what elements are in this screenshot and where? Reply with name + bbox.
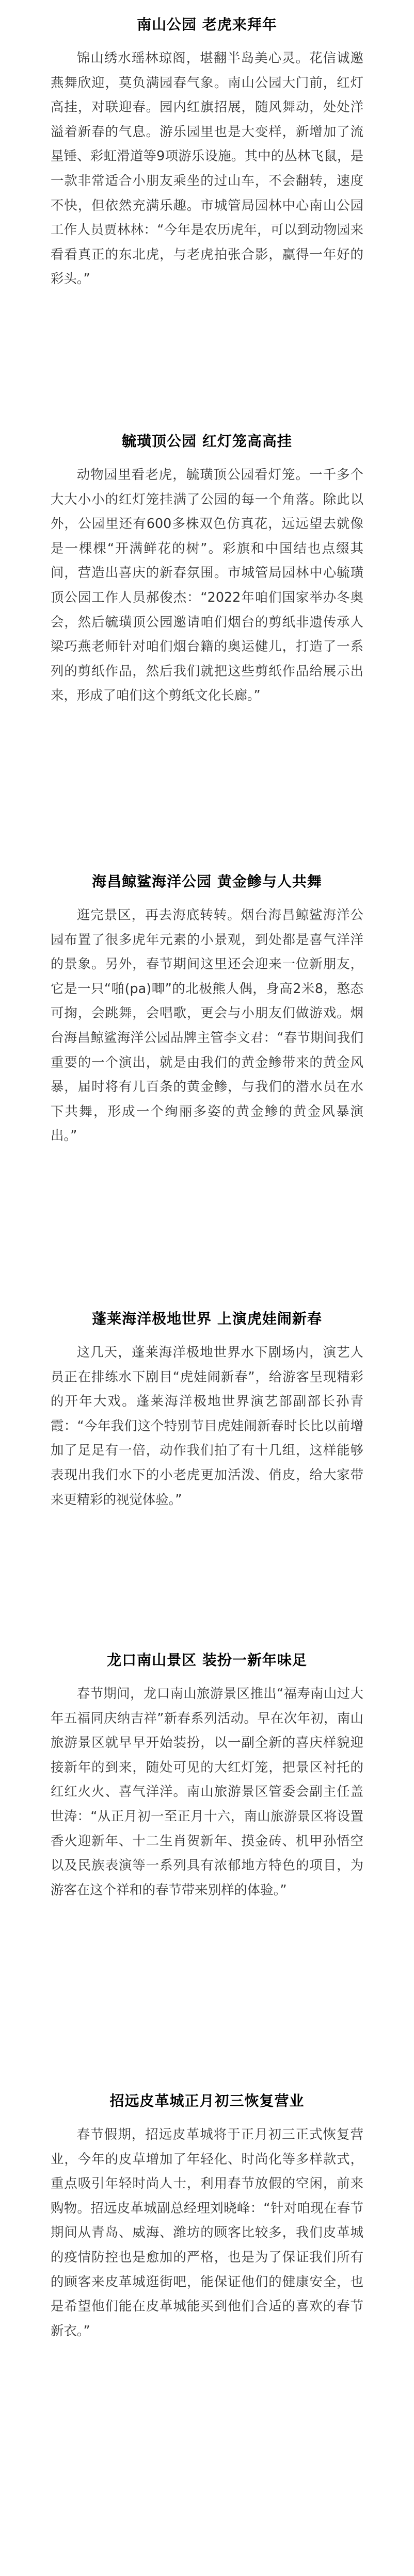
section-title: 毓璜顶公园 红灯笼高高挂 bbox=[122, 433, 292, 450]
section-title: 海昌鲸鲨海洋公园 黄金鲹与人共舞 bbox=[92, 873, 322, 890]
section-body: 春节期间，龙口南山旅游景区推出“福寿南山过大年五福同庆纳吉祥”新春系列活动。早在次年初，南山旅游景区就早早开始装扮，以一副全新的喜庆样貌迎接新年的到来，随处可见的大红灯笼，把景区衬托的红红火火、喜气洋洋。南山旅游景区管委会副主任盖世涛：“从正月初一至正月十六，南山旅游景区将设置香火迎新年、十二生肖贺新年、摸金砖、机甲孙悟空以及民族表演等一系列具有浓郁地方特色的项目，为游客在这个祥和的春节带来别样的体验。” bbox=[51, 1686, 363, 1897]
section-title: 龙口南山景区 装扮一新年味足 bbox=[107, 1652, 307, 1669]
section-body: 动物园里看老虎，毓璜顶公园看灯笼。一千多个大大小小的红灯笼挂满了公园的每一个角落。除此以外，公园里还有600多株双色仿真花，远远望去就像是一棵棵“开满鲜花的树”。彩旗和中国结也点缀其间，营造出喜庆的新春氛围。市城管局园林中心毓璜顶公园工作人员郝俊杰：“2022年咱们国家举办冬奥会，然后毓璜顶公园邀请咱们烟台的剪纸非遗传承人梁巧燕老师针对咱们烟台籍的奥运健儿，打造了一系列的剪纸作品，然后我们就把这些剪纸作品给展示出来，形成了咱们这个剪纸文化长廊。” bbox=[51, 467, 363, 703]
section-body: 逛完景区，再去海底转转。烟台海昌鲸鲨海洋公园布置了很多虎年元素的小景观，到处都是喜气洋洋的景象。另外，春节期间这里还会迎来一位新朋友，它是一只“啪(pa)唧”的北极熊人偶，身高2米8，憨态可掬，会跳舞，会唱歌，更会与小朋友们做游戏。烟台海昌鲸鲨海洋公园品牌主管李文君：“春节期间我们重要的一个演出，就是由我们的黄金鲹带来的黄金风暴，届时将有几百条的黄金鲹，与我们的潜水员在水下共舞，形成一个绚丽多姿的黄金鲹的黄金风暴演出。” bbox=[51, 907, 363, 1144]
section-penglai-polar-world bbox=[51, 1309, 363, 1512]
section-title: 南山公园 老虎来拜年 bbox=[137, 16, 277, 33]
section-haichang-ocean-park bbox=[51, 871, 363, 1148]
section-longkou-nanshan bbox=[51, 1650, 363, 1902]
section-body: 春节假期，招远皮革城将于正月初三正式恢复营业，今年的皮草增加了年轻化、时尚化等多样款式，重点吸引年轻时尚人士，利用春节放假的空闲，前来购物。招远皮革城副总经理刘晓峰：“针对咱现在春节期间从青岛、威海、潍坊的顾客比较多，我们皮革城的疫情防控也是愈加的严格，也是为了保证我们所有的顾客来皮革城逛街吧，能保证他们的健康安全，也是希望他们能在皮革城能买到他们合适的喜欢的春节新衣。” bbox=[51, 2126, 363, 2338]
section-yuhuangding-park bbox=[51, 431, 363, 708]
section-body: 锦山绣水瑶林琼阁，堪翻半岛美心灵。花信诚邀燕舞欣迎，莫负满园春气象。南山公园大门前，红灯高挂，对联迎春。园内红旗招展，随风舞动，处处洋溢着新春的气息。游乐园里也是大变样，新增加了流星锤、彩虹滑道等9项游乐设施。其中的丛林飞鼠，是一款非常适合小朋友乘坐的过山车，不会翻转，速度不快，但依然充满乐趣。市城管局园林中心南山公园工作人员贾林林：“今年是农历虎年，可以到动物园来看看真正的东北虎，与老虎拍张合影，赢得一年好的彩头。” bbox=[51, 50, 363, 287]
section-zhaoyuan-leather-city bbox=[51, 2091, 363, 2343]
section-body: 这几天，蓬莱海洋极地世界水下剧场内，演艺人员正在排练水下剧目“虎娃闹新春”，给游客呈现精彩的开年大戏。蓬莱海洋极地世界演艺部副部长孙青霞：“今年我们这个特别节目虎娃闹新春时长比以前增加了足足有一倍，动作我们拍了有十几组，这样能够表现出我们水下的小老虎更加活泼、俏皮，给大家带来更精彩的视觉体验。” bbox=[51, 1344, 363, 1507]
section-nanshan-park bbox=[51, 14, 363, 291]
section-title: 招远皮革城正月初三恢复营业 bbox=[109, 2092, 305, 2109]
section-title: 蓬莱海洋极地世界 上演虎娃闹新春 bbox=[92, 1310, 322, 1327]
